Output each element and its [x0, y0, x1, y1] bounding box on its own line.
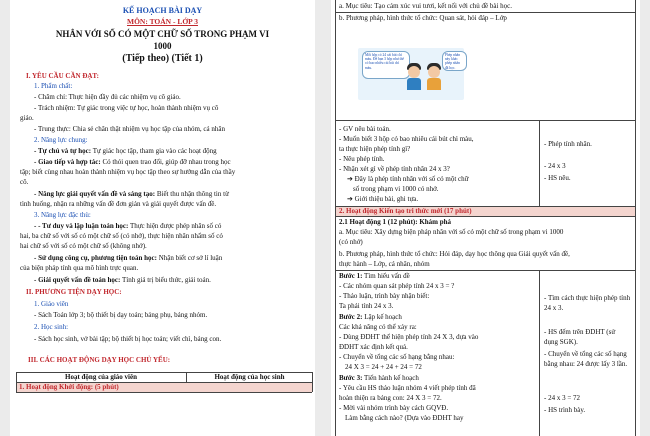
heading-specific-competence: 3. Năng lực đặc thù:	[34, 211, 91, 219]
lesson-subtitle: (Tiếp theo) (Tiết 1)	[122, 53, 203, 64]
hs-present: - HS trình bày.	[544, 406, 586, 414]
heading-qualities: 1. Phẩm chất:	[34, 82, 73, 90]
lesson-title-line2: 1000	[153, 41, 172, 51]
competence-communication: - Giao tiếp và hợp tác: Có thói quen trao đổi, giúp đỡ nhau trong học	[34, 158, 231, 166]
gv-step4: - Nhận xét gì về phép tính nhân 24 x 3?	[339, 165, 450, 173]
step1-line3: Ta phải tính 24 x 3.	[339, 302, 394, 310]
heading-general-competence: 2. Năng lực chung:	[34, 136, 88, 144]
row-line	[335, 12, 635, 13]
hs-count-cont: dụng SGK).	[544, 338, 578, 346]
competence-problem-solving: - Năng lực giải quyết vấn đề và sáng tạo: Biết thu nhận thông tin từ	[34, 190, 229, 198]
specific-math-problem: - Giải quyết vấn đề toán học: Tính giá trị biểu thức, giải toán.	[34, 276, 211, 284]
section-activities: III. CÁC HOẠT ĐỘNG DẠY HỌC CHỦ YẾU:	[28, 356, 171, 364]
girl-shirt	[427, 78, 441, 90]
table-header-teacher: Hoạt động của giáo viên	[65, 373, 137, 381]
table-divider-upper	[539, 120, 540, 206]
step3-line4: Làm bằng cách nào? (Dựa vào ĐDHT hay	[345, 414, 464, 422]
step2-line1: Các khả năng có thể xảy ra:	[339, 323, 417, 331]
step3-line3: - Mời vài nhóm trình bày cách GQVĐ.	[339, 404, 449, 412]
step3-line2: hoàn thiện ra bảng con: 24 X 3 = 72.	[339, 394, 442, 402]
specific-reasoning: - - Tư duy và lập luận toán học: Thực hiện được phép nhân số có	[34, 222, 222, 230]
hs-find-method-cont: 24 x 3.	[544, 304, 564, 312]
boy-shirt	[407, 78, 421, 90]
specific-reasoning-end: hai chữ số với số có một chữ số (không nhớ).	[20, 242, 147, 250]
header-title: KẾ HOẠCH BÀI DẠY	[122, 6, 203, 15]
competence-self-study: - Tự chủ và tự học: Tự giác học tập, tham gia vào các hoạt động	[34, 147, 217, 155]
table-header-student: Hoạt động của học sinh	[214, 373, 285, 381]
speech-bubble-right: Phép nhân này khác phép nhân đã học.	[442, 51, 467, 71]
table-border-row	[16, 392, 312, 393]
gv-step2-cont: ta thực hiện phép tính gì?	[339, 145, 411, 153]
gv-step6: ➔ Giới thiệu bài, ghi tựa.	[347, 195, 419, 203]
gv-step2: - Muốn biết 3 hộp có bao nhiêu cái bút chì màu,	[339, 135, 474, 143]
section-teaching-means: II. PHƯƠNG TIỆN DẠY HỌC:	[26, 288, 122, 296]
row-line	[335, 270, 635, 271]
girl-head	[428, 66, 440, 78]
activity2-title: 2. Hoạt động Kiến tạo tri thức mới (17 phút)	[339, 207, 472, 215]
lesson-title-line1: NHÂN VỚI SỐ CÓ MỘT CHỮ SỐ TRONG PHẠM VI	[55, 29, 270, 39]
activity21-title: 2.1 Hoạt động 1 (12 phút): Khám phá	[339, 218, 452, 226]
step2-line5: 24 X 3 = 24 + 24 + 24 = 72	[345, 363, 422, 371]
speech-bubble-left: Mỗi hộp có 24 cái bút chì màu. Để bạn 3 hộp như thế có bao nhiêu cái bút chì màu.	[362, 51, 410, 79]
left-page	[10, 0, 315, 436]
boy-head	[408, 66, 420, 78]
gv-step5-cont: số trong phạm vi 1000 có nhớ.	[353, 185, 439, 193]
subject-label: MÔN: TOÁN - LỚP 3	[127, 17, 198, 26]
hs-answer-3: - HS nêu.	[544, 174, 571, 182]
teacher-materials: - Sách Toán lớp 3; bộ thiết bị dạy toán; bảng phụ, bảng nhóm.	[34, 311, 208, 319]
step1-line2: - Thảo luận, trình bày nhận biết:	[339, 292, 430, 300]
step2-line3: ĐDHT xác định kết quả.	[339, 343, 408, 351]
section-requirements: I. YÊU CẦU CẦN ĐẠT:	[26, 72, 99, 80]
activity21-objective-cont: (có nhớ)	[339, 238, 363, 246]
specific-tools: - Sử dụng công cụ, phương tiện toán học: Nhận biết cơ sở lí luận	[34, 254, 223, 262]
quality-honest: - Trung thực: Chia sẻ chân thật nhiệm vụ học tập của nhóm, cá nhân	[34, 125, 226, 133]
table-border-right	[635, 0, 636, 436]
quality-diligent: - Chăm chỉ: Thực hiện đầy đủ các nhiệm vụ cô giáo.	[34, 93, 181, 101]
step2-heading: Bước 2: Lập kế hoạch	[339, 313, 402, 321]
activity21-objective: a. Mục tiêu: Xây dựng biện pháp nhân với số có một chữ số trong phạm vi 1000	[339, 228, 564, 236]
hs-count: - HS đếm trên ĐDHT (sử	[544, 328, 616, 336]
competence-communication-end: cô.	[20, 178, 29, 186]
gv-step1: - GV nêu bài toán.	[339, 125, 391, 133]
quality-responsible-cont: giáo.	[20, 114, 34, 122]
activity21-method-cont: thực hành – Lớp, cá nhân, nhóm	[339, 260, 430, 268]
hs-answer-2: - 24 x 3	[544, 162, 566, 170]
step1-heading: Bước 1: Tìm hiểu vấn đề	[339, 272, 410, 280]
textbook-illustration	[358, 48, 464, 100]
objective-text: a. Mục tiêu: Tạo cảm xúc vui tươi, kết nối với chủ đề bài học.	[339, 2, 512, 10]
hs-sum-cont: bằng nhau: 24 được lấy 3 lần.	[544, 360, 628, 368]
table-divider-lower	[539, 270, 540, 436]
step3-line1: - Yêu cầu HS thảo luận nhóm 4 viết phép tính đã	[339, 384, 476, 392]
student-materials: - Sách học sinh, vở bài tập; bộ thiết bị học toán; viết chì, bảng con.	[34, 335, 222, 343]
table-border-right	[312, 372, 313, 392]
gv-step5: ➔ Đây là phép tính nhân với số có một chữ	[347, 175, 469, 183]
hs-find-method: - Tìm cách thực hiện phép tính	[544, 294, 631, 302]
hs-sum: - Chuyển về tổng các số hạng	[544, 350, 627, 358]
hs-answer-1: - Phép tính nhân.	[544, 140, 592, 148]
activity21-method: b. Phương pháp, hình thức tổ chức: Hỏi đáp, dạy học thông qua Giải quyết vấn đề,	[339, 250, 570, 258]
method-text: b. Phương pháp, hình thức tổ chức: Quan sát, hỏi đáp – Lớp	[339, 14, 507, 22]
competence-problem-solving-cont: tình huống, nhận ra những vấn đề đơn giản và giải quyết được vấn đề.	[20, 200, 217, 208]
step1-line1: - Các nhóm quan sát phép tính 24 x 3 = ?	[339, 282, 455, 290]
specific-tools-cont: của biện pháp tính qua mô hình trực quan.	[20, 264, 139, 272]
heading-student: 2. Học sinh:	[34, 323, 69, 331]
specific-reasoning-cont: hai, ba chữ số với số có một chữ số (có nhớ), thực hiện nhân nhẩm số có	[20, 232, 223, 240]
competence-communication-cont: tập; biết cùng nhau hoàn thành nhiệm vụ học tập theo sự hướng dẫn của thầy	[20, 168, 236, 176]
table-border-left	[335, 0, 336, 436]
row-line	[335, 216, 635, 217]
right-page	[331, 0, 640, 436]
hs-result: - 24 x 3 = 72	[544, 394, 581, 402]
table-row-warmup: 1. Hoạt động Khởi động: (5 phút)	[19, 383, 119, 391]
quality-responsible: - Trách nhiệm: Tự giác trong việc tự học, hoàn thành nhiệm vụ cô	[34, 104, 219, 112]
heading-teacher: 1. Giáo viên	[34, 300, 69, 308]
step3-heading: Bước 3: Tiến hành kế hoạch	[339, 374, 419, 382]
gv-step3: - Nêu phép tính.	[339, 155, 385, 163]
step2-line4: - Chuyển về tổng các số hạng bằng nhau:	[339, 353, 455, 361]
step2-line2: - Dùng ĐDHT thể hiện phép tính 24 X 3, dựa vào	[339, 333, 479, 341]
row-line	[335, 120, 635, 121]
